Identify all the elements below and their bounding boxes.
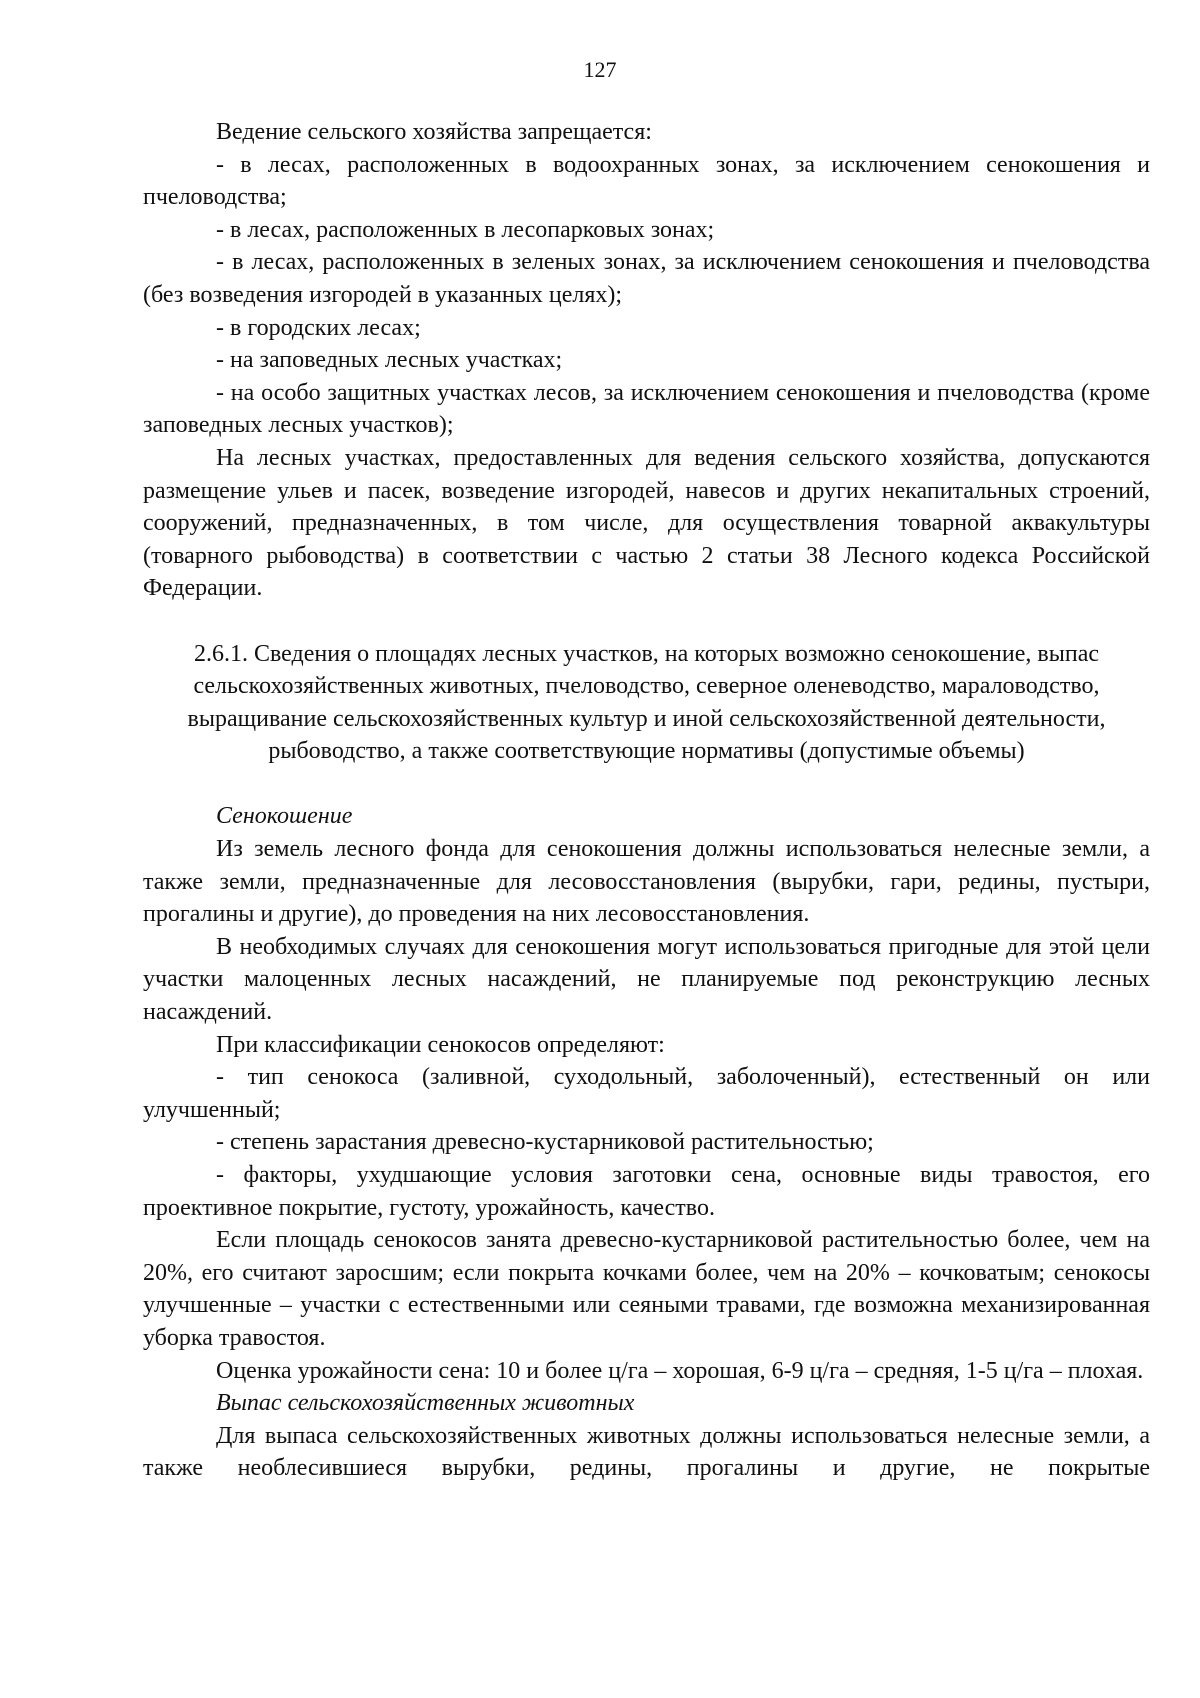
haymaking-subheading: Сенокошение [216, 803, 353, 830]
grazing-subheading: Выпас сельскохозяйственных животных [216, 1390, 635, 1417]
haymaking-paragraph: При классификации сенокосов определяют: [216, 1031, 665, 1058]
haymaking-paragraph: В необходимых случаях для сенокошения могут использоваться пригодные для этой цели участки малоценных лесных насаждений, не планируемые под реконструкцию лесных насаждений. [143, 933, 1150, 1026]
intro-lead: Ведение сельского хозяйства запрещается: [216, 119, 652, 145]
section-heading: 2.6.1. Сведения о площадях лесных участков, на которых возможно сенокошение, выпас сельскохозяйственных животных, пчеловодство, северное оленеводство, мараловодство, выращивание сельскохозяйственных культур и иной сельскохозяйственной деятельности, рыбоводство, а также соответствующие нормативы (допустимые объемы) [187, 640, 1106, 765]
haymaking-paragraph: - степень зарастания древесно-кустарниковой растительностью; [216, 1129, 874, 1156]
restriction-item: - в лесах, расположенных в водоохранных зонах, за исключением сенокошения и пчеловодства; [143, 151, 1150, 211]
haymaking-paragraph: Оценка урожайности сена: 10 и более ц/га – хорошая, 6-9 ц/га – средняя, 1-5 ц/га – плохая. [216, 1357, 1144, 1384]
page-number: 127 [583, 57, 617, 82]
haymaking-paragraph: Из земель лесного фонда для сенокошения должны использоваться нелесные земли, а также земли, предназначенные для лесовосстановления (вырубки, гари, редины, пустыри, прогалины и другие), до проведения на них лесовосстановления. [143, 836, 1150, 928]
haymaking-paragraph: - тип сенокоса (заливной, суходольный, заболоченный), естественный он или улучшенный; [143, 1064, 1150, 1123]
restriction-item: - в городских лесах; [216, 314, 421, 341]
haymaking-paragraph: - факторы, ухудшающие условия заготовки сена, основные виды травостоя, его проективное покрытие, густоту, урожайность, качество. [143, 1162, 1150, 1221]
grazing-paragraph: Для выпаса сельскохозяйственных животных должны использоваться нелесные земли, а также необлесившиеся вырубки, редины, прогалины и другие, не покрытые [143, 1422, 1150, 1482]
restriction-item: - на особо защитных участках лесов, за исключением сенокошения и пчеловодства (кроме заповедных лесных участков); [143, 379, 1150, 439]
restriction-item: - на заповедных лесных участках; [216, 347, 563, 374]
restriction-item: - в лесах, расположенных в лесопарковых зонах; [216, 216, 715, 243]
haymaking-paragraph: Если площадь сенокосов занята древесно-кустарниковой растительностью более, чем на 20%, его считают заросшим; если покрыта кочками более, чем на 20% – кочковатым; сенокосы улучшенные – участки с естественными или сеяными травами, где возможна механизированная уборка травостоя. [143, 1227, 1150, 1351]
document-body [143, 116, 1150, 1485]
permitted-paragraph: На лесных участках, предоставленных для ведения сельского хозяйства, допускаются размещение ульев и пасек, возведение изгородей, навесов и других некапитальных строений, сооружений, предназначенных, в том числе, для осуществления товарной аквакультуры (товарного рыбоводства) в соответствии с частью 2 статьи 38 Лесного кодекса Российской Федерации. [143, 444, 1150, 602]
restriction-item: - в лесах, расположенных в зеленых зонах, за исключением сенокошения и пчеловодства (без возведения изгородей в указанных целях); [143, 249, 1150, 308]
